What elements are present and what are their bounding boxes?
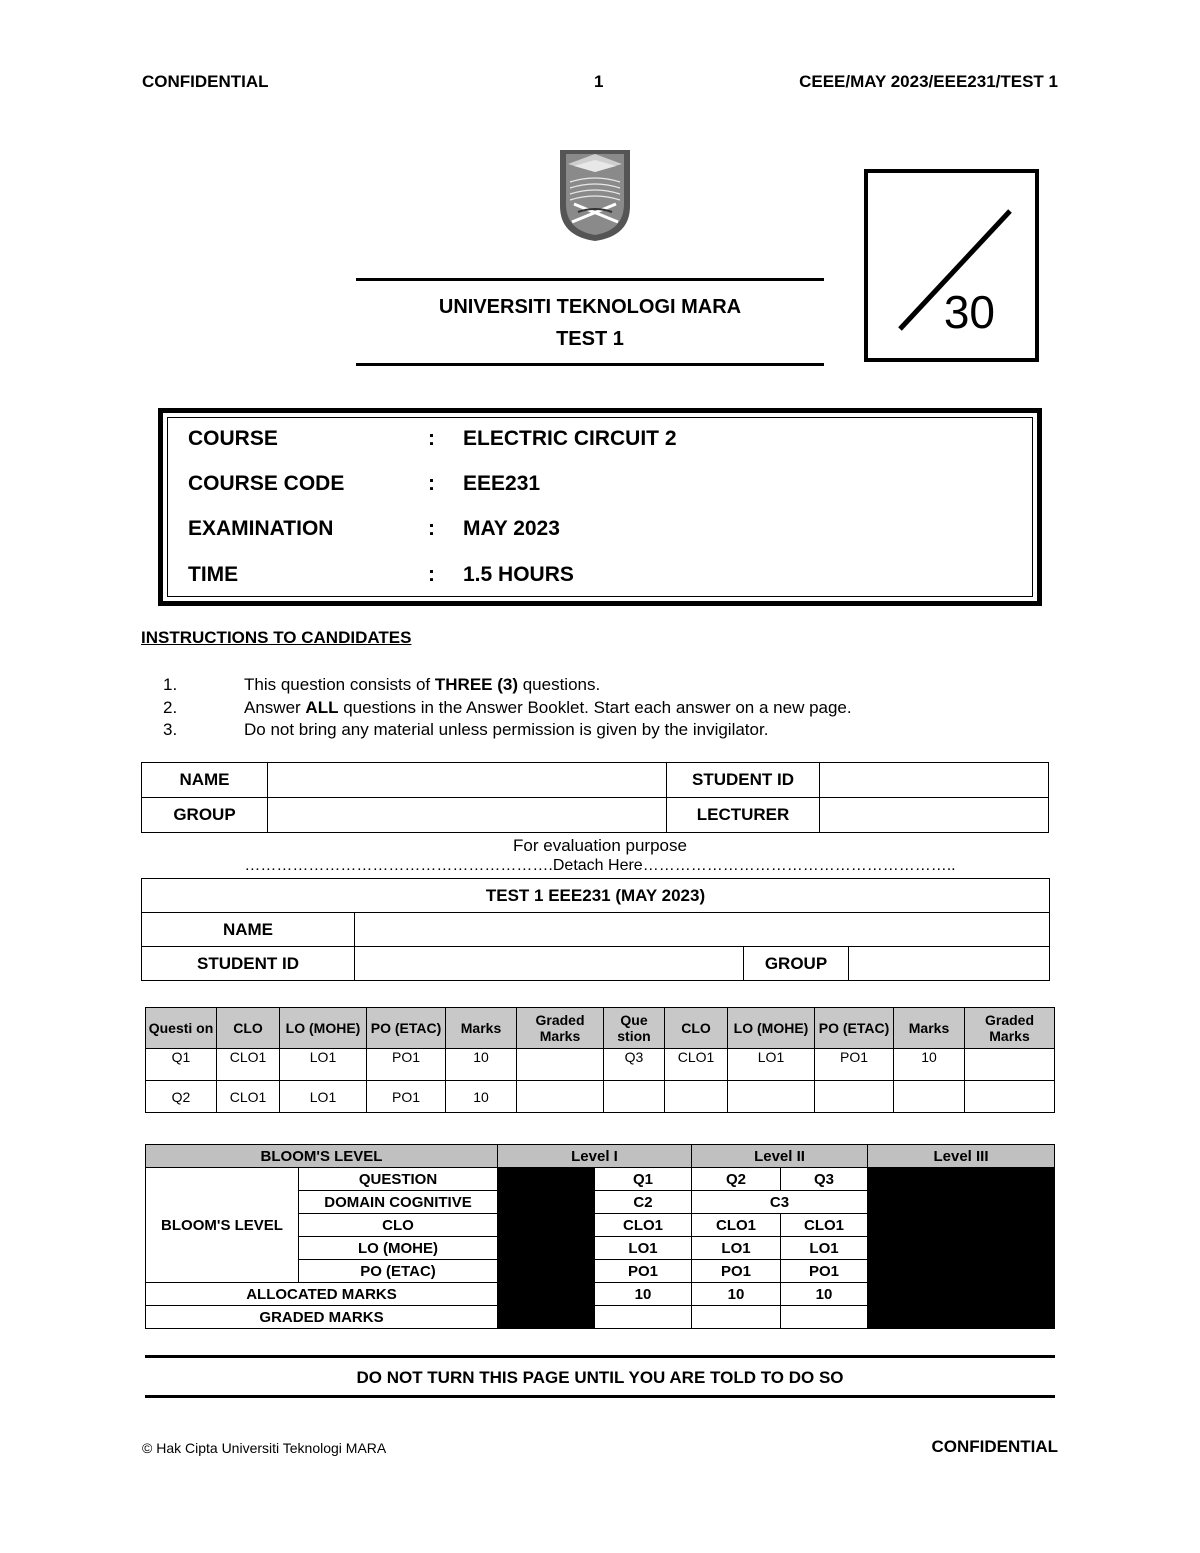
allocated-marks: 10 (595, 1283, 692, 1306)
clo-cell: Q1 (146, 1049, 217, 1081)
clo-cell: LO1 (728, 1049, 815, 1081)
bloom-side-label: BLOOM'S LEVEL (146, 1168, 299, 1283)
clo-cell: Q3 (604, 1049, 665, 1081)
po-label: PO (ETAC) (299, 1260, 498, 1283)
bloom-lo: LO1 (692, 1237, 781, 1260)
graded-marks-field[interactable] (692, 1306, 781, 1329)
bloom-po: PO1 (595, 1260, 692, 1283)
examination-sep: : (428, 517, 435, 540)
lecturer-label: LECTURER (667, 798, 820, 833)
clo-header: LO (MOHE) (728, 1008, 815, 1049)
level-2-header: Level II (692, 1145, 868, 1168)
eval-name-field[interactable] (355, 913, 1050, 947)
student-id-label: STUDENT ID (667, 763, 820, 798)
graded-marks-field[interactable] (595, 1306, 692, 1329)
examination-value: MAY 2023 (463, 517, 560, 540)
bloom-q1: Q1 (595, 1168, 692, 1191)
level-1-header: Level I (498, 1145, 692, 1168)
clo-cell: PO1 (367, 1049, 446, 1081)
allocated-marks-label: ALLOCATED MARKS (146, 1283, 498, 1306)
table-row (146, 1049, 1055, 1081)
clo-cell: 10 (446, 1049, 517, 1081)
bloom-c2: C2 (595, 1191, 692, 1214)
instruction-number: 2. (163, 698, 178, 717)
course-code-value: EEE231 (463, 472, 541, 495)
bloom-header: BLOOM'S LEVEL (146, 1145, 498, 1168)
clo-header: LO (MOHE) (280, 1008, 367, 1049)
clo-header: Que stion (604, 1008, 665, 1049)
bloom-lo: LO1 (781, 1237, 868, 1260)
student-id-field[interactable] (820, 763, 1049, 798)
bloom-po: PO1 (781, 1260, 868, 1283)
clo-cell: CLO1 (217, 1049, 280, 1081)
page-number: 1 (594, 72, 604, 91)
level-1-blackout (498, 1168, 595, 1329)
footer-confidential: CONFIDENTIAL (931, 1437, 1058, 1456)
clo-header: CLO (217, 1008, 280, 1049)
course-code-sep: : (428, 472, 435, 495)
name-field[interactable] (268, 763, 667, 798)
time-sep: : (428, 563, 435, 586)
clo-header: CLO (665, 1008, 728, 1049)
eval-group-label: GROUP (744, 947, 849, 981)
clo-cell: CLO1 (665, 1049, 728, 1081)
notice-rule-bottom (145, 1395, 1055, 1398)
group-label: GROUP (142, 798, 268, 833)
bloom-clo: CLO1 (595, 1214, 692, 1237)
table-row (146, 1081, 1055, 1113)
clo-header: Questi on (146, 1008, 217, 1049)
clo-cell: 10 (446, 1081, 517, 1113)
instruction-number: 1. (163, 675, 178, 694)
clo-cell (894, 1081, 965, 1113)
clo-cell: CLO1 (217, 1081, 280, 1113)
course-sep: : (428, 427, 435, 450)
allocated-marks: 10 (692, 1283, 781, 1306)
clo-header: Graded Marks (517, 1008, 604, 1049)
examination-label: EXAMINATION (188, 517, 334, 540)
eval-student-id-field[interactable] (355, 947, 744, 981)
bloom-po: PO1 (692, 1260, 781, 1283)
eval-name-label: NAME (142, 913, 355, 947)
bloom-q3: Q3 (781, 1168, 868, 1191)
bloom-c3: C3 (692, 1191, 868, 1214)
eval-student-id-label: STUDENT ID (142, 947, 355, 981)
instruction-number: 3. (163, 720, 178, 739)
clo-cell: Q2 (146, 1081, 217, 1113)
clo-cell: 10 (894, 1049, 965, 1081)
domain-label: DOMAIN COGNITIVE (299, 1191, 498, 1214)
course-code-label: COURSE CODE (188, 472, 345, 495)
graded-marks-field[interactable] (517, 1049, 604, 1081)
header-code: CEEE/MAY 2023/EEE231/TEST 1 (799, 72, 1058, 91)
name-label: NAME (142, 763, 268, 798)
title-rule-bottom (356, 363, 824, 366)
lo-label: LO (MOHE) (299, 1237, 498, 1260)
group-field[interactable] (268, 798, 667, 833)
bloom-clo: CLO1 (781, 1214, 868, 1237)
score-total: 30 (943, 286, 995, 338)
clo-cell: LO1 (280, 1081, 367, 1113)
clo-label: CLO (299, 1214, 498, 1237)
university-name: UNIVERSITI TEKNOLOGI MARA (438, 296, 742, 318)
graded-marks-field[interactable] (965, 1049, 1055, 1081)
clo-cell (665, 1081, 728, 1113)
clo-cell: LO1 (280, 1049, 367, 1081)
course-label: COURSE (188, 427, 278, 450)
notice-text: DO NOT TURN THIS PAGE UNTIL YOU ARE TOLD TO DO SO (356, 1368, 844, 1387)
clo-cell (815, 1081, 894, 1113)
student-info-table (141, 762, 1049, 833)
bloom-clo: CLO1 (692, 1214, 781, 1237)
clo-header: PO (ETAC) (367, 1008, 446, 1049)
eval-group-field[interactable] (849, 947, 1050, 981)
level-3-header: Level III (868, 1145, 1055, 1168)
graded-marks-field[interactable] (965, 1081, 1055, 1113)
graded-marks-field[interactable] (781, 1306, 868, 1329)
clo-header: Marks (894, 1008, 965, 1049)
bloom-q2: Q2 (692, 1168, 781, 1191)
clo-table (145, 1007, 1055, 1113)
lecturer-field[interactable] (820, 798, 1049, 833)
question-label: QUESTION (299, 1168, 498, 1191)
clo-cell: PO1 (815, 1049, 894, 1081)
level-3-blackout (868, 1168, 1055, 1329)
clo-cell: PO1 (367, 1081, 446, 1113)
allocated-marks: 10 (781, 1283, 868, 1306)
notice-rule-top (145, 1355, 1055, 1358)
clo-header: Marks (446, 1008, 517, 1049)
header-confidential: CONFIDENTIAL (142, 72, 269, 91)
clo-cell (728, 1081, 815, 1113)
graded-marks-field[interactable] (517, 1081, 604, 1113)
graded-marks-label: GRADED MARKS (146, 1306, 498, 1329)
time-label: TIME (188, 563, 239, 586)
clo-cell (604, 1081, 665, 1113)
uitm-logo (556, 148, 634, 242)
detach-line: ………………………………………………….Detach Here………………………………………………….. (244, 857, 956, 874)
evaluation-title: TEST 1 EEE231 (MAY 2023) (142, 879, 1050, 913)
title-rule-top (356, 278, 824, 281)
clo-header: PO (ETAC) (815, 1008, 894, 1049)
instructions-title: INSTRUCTIONS TO CANDIDATES (141, 628, 412, 647)
time-value: 1.5 HOURS (463, 563, 574, 586)
footer-copyright: © Hak Cipta Universiti Teknologi MARA (142, 1440, 387, 1456)
evaluation-table (141, 878, 1050, 981)
clo-header: Graded Marks (965, 1008, 1055, 1049)
evaluation-purpose: For evaluation purpose (513, 836, 687, 855)
score-box (864, 169, 1039, 362)
test-title: TEST 1 (556, 328, 624, 350)
course-value: ELECTRIC CIRCUIT 2 (463, 427, 677, 450)
bloom-table (145, 1144, 1055, 1329)
bloom-lo: LO1 (595, 1237, 692, 1260)
